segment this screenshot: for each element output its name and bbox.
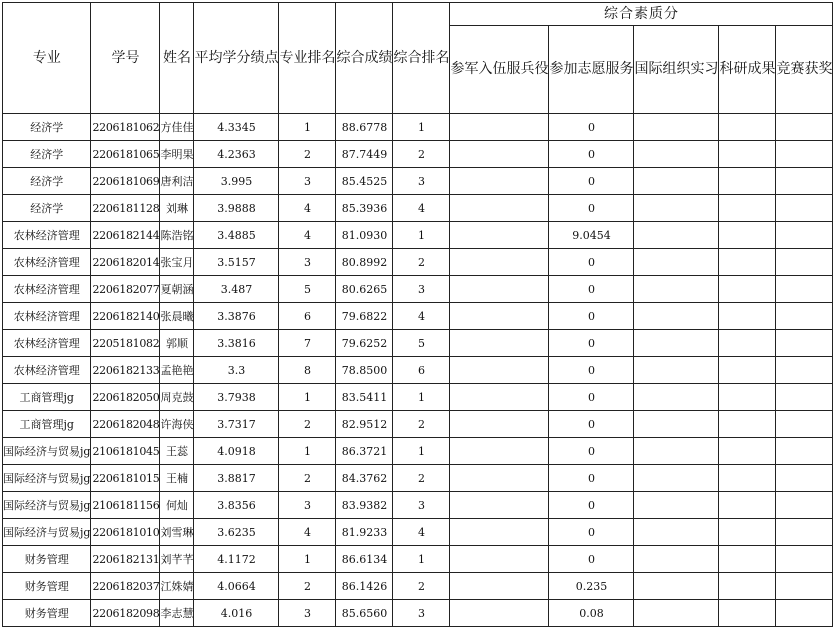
row-major-cell: 经济学	[3, 168, 91, 195]
row-composite-score-cell: 79.6822	[336, 303, 393, 330]
row-student-id-cell: 2206182048	[91, 411, 160, 438]
row-research-cell	[719, 141, 776, 168]
table-row	[3, 276, 833, 303]
row-composite-rank-cell: 2	[393, 249, 450, 276]
header-name: 姓名	[160, 3, 194, 114]
row-intl-cell	[634, 357, 719, 384]
score-table	[2, 2, 833, 627]
row-research-cell	[719, 519, 776, 546]
row-student-id-cell: 2205181082	[91, 330, 160, 357]
row-student-id-cell: 2206182133	[91, 357, 160, 384]
row-volunteer-cell: 0.08	[549, 600, 634, 627]
row-name-cell: 张宝月	[160, 249, 194, 276]
row-intl-cell	[634, 114, 719, 141]
row-composite-rank-cell: 5	[393, 330, 450, 357]
row-competition-cell	[776, 114, 833, 141]
row-composite-rank-cell: 1	[393, 114, 450, 141]
row-army-cell	[450, 330, 549, 357]
row-volunteer-cell: 0	[549, 546, 634, 573]
row-intl-cell	[634, 546, 719, 573]
row-major-rank-cell: 4	[279, 222, 336, 249]
row-competition-cell	[776, 276, 833, 303]
row-major-rank-cell: 1	[279, 546, 336, 573]
row-research-cell	[719, 114, 776, 141]
row-volunteer-cell: 0	[549, 195, 634, 222]
row-volunteer-cell: 0	[549, 492, 634, 519]
row-name-cell: 李明果	[160, 141, 194, 168]
row-name-cell: 刘琳	[160, 195, 194, 222]
row-research-cell	[719, 465, 776, 492]
row-composite-rank-cell: 1	[393, 222, 450, 249]
row-gpa-cell: 3.5157	[194, 249, 279, 276]
row-intl-cell	[634, 141, 719, 168]
row-intl-cell	[634, 384, 719, 411]
table-row	[3, 438, 833, 465]
row-composite-score-cell: 81.9233	[336, 519, 393, 546]
row-composite-rank-cell: 3	[393, 276, 450, 303]
row-major-rank-cell: 2	[279, 141, 336, 168]
row-competition-cell	[776, 465, 833, 492]
row-composite-score-cell: 86.3721	[336, 438, 393, 465]
row-research-cell	[719, 357, 776, 384]
row-gpa-cell: 3.8817	[194, 465, 279, 492]
row-student-id-cell: 2206182131	[91, 546, 160, 573]
row-gpa-cell: 3.7938	[194, 384, 279, 411]
row-gpa-cell: 3.9888	[194, 195, 279, 222]
row-composite-rank-cell: 2	[393, 411, 450, 438]
table-row	[3, 141, 833, 168]
table-row	[3, 330, 833, 357]
row-research-cell	[719, 411, 776, 438]
row-major-cell: 工商管理jg	[3, 384, 91, 411]
row-gpa-cell: 3.3816	[194, 330, 279, 357]
row-gpa-cell: 4.2363	[194, 141, 279, 168]
row-army-cell	[450, 168, 549, 195]
row-major-cell: 经济学	[3, 141, 91, 168]
row-composite-rank-cell: 3	[393, 168, 450, 195]
row-competition-cell	[776, 195, 833, 222]
row-name-cell: 孟艳艳	[160, 357, 194, 384]
row-major-cell: 农林经济管理	[3, 249, 91, 276]
row-competition-cell	[776, 573, 833, 600]
row-research-cell	[719, 195, 776, 222]
header-quality-group: 综合素质分	[450, 3, 833, 26]
row-major-rank-cell: 3	[279, 600, 336, 627]
row-intl-cell	[634, 519, 719, 546]
row-name-cell: 何灿	[160, 492, 194, 519]
row-name-cell: 唐利洁	[160, 168, 194, 195]
row-gpa-cell: 3.3	[194, 357, 279, 384]
row-competition-cell	[776, 384, 833, 411]
table-row	[3, 411, 833, 438]
row-army-cell	[450, 492, 549, 519]
row-student-id-cell: 2106181156	[91, 492, 160, 519]
row-composite-score-cell: 86.1426	[336, 573, 393, 600]
row-composite-score-cell: 80.6265	[336, 276, 393, 303]
row-intl-cell	[634, 303, 719, 330]
row-competition-cell	[776, 249, 833, 276]
row-student-id-cell: 2206181069	[91, 168, 160, 195]
row-composite-score-cell: 82.9512	[336, 411, 393, 438]
row-volunteer-cell: 0	[549, 141, 634, 168]
row-composite-rank-cell: 3	[393, 492, 450, 519]
row-army-cell	[450, 384, 549, 411]
row-name-cell: 王蕊	[160, 438, 194, 465]
row-composite-score-cell: 87.7449	[336, 141, 393, 168]
table-row	[3, 600, 833, 627]
row-research-cell	[719, 546, 776, 573]
row-army-cell	[450, 465, 549, 492]
row-name-cell: 刘芊芊	[160, 546, 194, 573]
row-research-cell	[719, 276, 776, 303]
row-major-cell: 财务管理	[3, 573, 91, 600]
row-research-cell	[719, 600, 776, 627]
row-army-cell	[450, 249, 549, 276]
header-competition: 竞赛获奖	[776, 26, 833, 114]
row-gpa-cell: 4.3345	[194, 114, 279, 141]
row-name-cell: 王楠	[160, 465, 194, 492]
header-gpa: 平均学分绩点	[194, 3, 279, 114]
row-major-rank-cell: 2	[279, 411, 336, 438]
row-gpa-cell: 3.8356	[194, 492, 279, 519]
row-gpa-cell: 3.995	[194, 168, 279, 195]
row-composite-rank-cell: 4	[393, 195, 450, 222]
row-competition-cell	[776, 141, 833, 168]
table-row	[3, 492, 833, 519]
row-volunteer-cell: 0	[549, 357, 634, 384]
row-composite-score-cell: 86.6134	[336, 546, 393, 573]
row-student-id-cell: 2206182140	[91, 303, 160, 330]
row-army-cell	[450, 600, 549, 627]
row-army-cell	[450, 141, 549, 168]
row-competition-cell	[776, 303, 833, 330]
row-major-rank-cell: 6	[279, 303, 336, 330]
row-major-cell: 国际经济与贸易jg	[3, 438, 91, 465]
table-row	[3, 519, 833, 546]
row-intl-cell	[634, 573, 719, 600]
row-army-cell	[450, 276, 549, 303]
row-army-cell	[450, 222, 549, 249]
row-name-cell: 李志慧	[160, 600, 194, 627]
row-major-cell: 农林经济管理	[3, 222, 91, 249]
row-gpa-cell: 3.3876	[194, 303, 279, 330]
row-research-cell	[719, 168, 776, 195]
table-header	[3, 3, 833, 114]
row-competition-cell	[776, 411, 833, 438]
row-gpa-cell: 4.0664	[194, 573, 279, 600]
row-competition-cell	[776, 438, 833, 465]
table-body	[3, 114, 833, 627]
row-name-cell: 刘雪琳	[160, 519, 194, 546]
row-composite-rank-cell: 2	[393, 573, 450, 600]
row-intl-cell	[634, 330, 719, 357]
row-major-cell: 国际经济与贸易jg	[3, 492, 91, 519]
header-volunteer: 参加志愿服务	[549, 26, 634, 114]
row-major-rank-cell: 4	[279, 195, 336, 222]
row-composite-rank-cell: 2	[393, 465, 450, 492]
row-gpa-cell: 3.487	[194, 276, 279, 303]
row-research-cell	[719, 438, 776, 465]
row-competition-cell	[776, 330, 833, 357]
row-student-id-cell: 2206181015	[91, 465, 160, 492]
row-volunteer-cell: 0	[549, 249, 634, 276]
row-army-cell	[450, 195, 549, 222]
row-major-cell: 农林经济管理	[3, 357, 91, 384]
row-gpa-cell: 4.016	[194, 600, 279, 627]
row-volunteer-cell: 0	[549, 519, 634, 546]
row-major-rank-cell: 1	[279, 384, 336, 411]
row-intl-cell	[634, 168, 719, 195]
row-name-cell: 陈浩铭	[160, 222, 194, 249]
row-volunteer-cell: 0.235	[549, 573, 634, 600]
header-composite-score: 综合成绩	[336, 3, 393, 114]
row-composite-rank-cell: 6	[393, 357, 450, 384]
table-row	[3, 114, 833, 141]
header-army: 参军入伍服兵役	[450, 26, 549, 114]
row-name-cell: 江姝婧	[160, 573, 194, 600]
row-major-rank-cell: 3	[279, 492, 336, 519]
header-composite-rank: 综合排名	[393, 3, 450, 114]
row-research-cell	[719, 303, 776, 330]
row-name-cell: 郭顺	[160, 330, 194, 357]
row-composite-score-cell: 83.5411	[336, 384, 393, 411]
row-volunteer-cell: 0	[549, 411, 634, 438]
row-major-rank-cell: 2	[279, 465, 336, 492]
row-composite-rank-cell: 4	[393, 519, 450, 546]
header-major-rank: 专业排名	[279, 3, 336, 114]
row-major-rank-cell: 3	[279, 249, 336, 276]
row-major-cell: 经济学	[3, 195, 91, 222]
row-army-cell	[450, 357, 549, 384]
row-name-cell: 张晨曦	[160, 303, 194, 330]
table-row	[3, 249, 833, 276]
row-volunteer-cell: 9.0454	[549, 222, 634, 249]
row-composite-score-cell: 80.8992	[336, 249, 393, 276]
row-student-id-cell: 2206182077	[91, 276, 160, 303]
row-major-cell: 财务管理	[3, 600, 91, 627]
row-major-cell: 财务管理	[3, 546, 91, 573]
row-volunteer-cell: 0	[549, 114, 634, 141]
row-composite-score-cell: 81.0930	[336, 222, 393, 249]
row-intl-cell	[634, 492, 719, 519]
header-research: 科研成果	[719, 26, 776, 114]
table-row	[3, 222, 833, 249]
table-row	[3, 465, 833, 492]
row-volunteer-cell: 0	[549, 465, 634, 492]
row-research-cell	[719, 222, 776, 249]
row-student-id-cell: 2206181128	[91, 195, 160, 222]
table-row	[3, 303, 833, 330]
row-army-cell	[450, 411, 549, 438]
row-major-rank-cell: 1	[279, 114, 336, 141]
table-row	[3, 195, 833, 222]
row-gpa-cell: 3.4885	[194, 222, 279, 249]
row-competition-cell	[776, 546, 833, 573]
row-major-rank-cell: 1	[279, 438, 336, 465]
row-volunteer-cell: 0	[549, 276, 634, 303]
row-intl-cell	[634, 249, 719, 276]
row-composite-score-cell: 83.9382	[336, 492, 393, 519]
row-volunteer-cell: 0	[549, 168, 634, 195]
row-major-rank-cell: 8	[279, 357, 336, 384]
row-research-cell	[719, 573, 776, 600]
row-major-cell: 国际经济与贸易jg	[3, 519, 91, 546]
row-research-cell	[719, 492, 776, 519]
row-major-cell: 农林经济管理	[3, 303, 91, 330]
row-composite-rank-cell: 1	[393, 438, 450, 465]
row-name-cell: 方佳佳	[160, 114, 194, 141]
table-row	[3, 546, 833, 573]
row-army-cell	[450, 114, 549, 141]
row-composite-rank-cell: 1	[393, 546, 450, 573]
row-army-cell	[450, 546, 549, 573]
row-composite-score-cell: 85.3936	[336, 195, 393, 222]
row-student-id-cell: 2206182014	[91, 249, 160, 276]
row-intl-cell	[634, 411, 719, 438]
row-major-rank-cell: 5	[279, 276, 336, 303]
header-major: 专业	[3, 3, 91, 114]
row-intl-cell	[634, 465, 719, 492]
table-row	[3, 168, 833, 195]
header-intl: 国际组织实习	[634, 26, 719, 114]
row-army-cell	[450, 438, 549, 465]
row-composite-rank-cell: 1	[393, 384, 450, 411]
row-competition-cell	[776, 357, 833, 384]
row-student-id-cell: 2106181045	[91, 438, 160, 465]
row-major-rank-cell: 2	[279, 573, 336, 600]
row-student-id-cell: 2206182098	[91, 600, 160, 627]
row-research-cell	[719, 384, 776, 411]
row-volunteer-cell: 0	[549, 384, 634, 411]
row-name-cell: 周克鼓	[160, 384, 194, 411]
row-composite-score-cell: 78.8500	[336, 357, 393, 384]
row-competition-cell	[776, 519, 833, 546]
row-competition-cell	[776, 168, 833, 195]
table-row	[3, 573, 833, 600]
row-composite-score-cell: 85.6560	[336, 600, 393, 627]
row-major-cell: 农林经济管理	[3, 276, 91, 303]
row-intl-cell	[634, 276, 719, 303]
row-composite-score-cell: 85.4525	[336, 168, 393, 195]
row-research-cell	[719, 249, 776, 276]
row-composite-rank-cell: 2	[393, 141, 450, 168]
row-intl-cell	[634, 195, 719, 222]
row-composite-rank-cell: 4	[393, 303, 450, 330]
row-composite-score-cell: 79.6252	[336, 330, 393, 357]
row-intl-cell	[634, 438, 719, 465]
row-major-rank-cell: 3	[279, 168, 336, 195]
row-army-cell	[450, 519, 549, 546]
row-research-cell	[719, 330, 776, 357]
row-major-cell: 农林经济管理	[3, 330, 91, 357]
row-major-cell: 经济学	[3, 114, 91, 141]
row-competition-cell	[776, 492, 833, 519]
row-competition-cell	[776, 600, 833, 627]
row-composite-rank-cell: 3	[393, 600, 450, 627]
row-competition-cell	[776, 222, 833, 249]
row-student-id-cell: 2206181062	[91, 114, 160, 141]
row-volunteer-cell: 0	[549, 330, 634, 357]
row-major-rank-cell: 7	[279, 330, 336, 357]
row-student-id-cell: 2206181065	[91, 141, 160, 168]
row-student-id-cell: 2206182037	[91, 573, 160, 600]
row-name-cell: 许海侠	[160, 411, 194, 438]
row-major-rank-cell: 4	[279, 519, 336, 546]
row-composite-score-cell: 84.3762	[336, 465, 393, 492]
row-gpa-cell: 3.6235	[194, 519, 279, 546]
row-student-id-cell: 2206181010	[91, 519, 160, 546]
row-major-cell: 工商管理jg	[3, 411, 91, 438]
row-army-cell	[450, 573, 549, 600]
row-gpa-cell: 3.7317	[194, 411, 279, 438]
row-intl-cell	[634, 222, 719, 249]
row-gpa-cell: 4.1172	[194, 546, 279, 573]
row-intl-cell	[634, 600, 719, 627]
row-army-cell	[450, 303, 549, 330]
row-volunteer-cell: 0	[549, 303, 634, 330]
table-row	[3, 384, 833, 411]
row-gpa-cell: 4.0918	[194, 438, 279, 465]
row-student-id-cell: 2206182050	[91, 384, 160, 411]
row-composite-score-cell: 88.6778	[336, 114, 393, 141]
row-volunteer-cell: 0	[549, 438, 634, 465]
row-major-cell: 国际经济与贸易jg	[3, 465, 91, 492]
table-row	[3, 357, 833, 384]
row-student-id-cell: 2206182144	[91, 222, 160, 249]
header-student-id: 学号	[91, 3, 160, 114]
row-name-cell: 夏朝涵	[160, 276, 194, 303]
